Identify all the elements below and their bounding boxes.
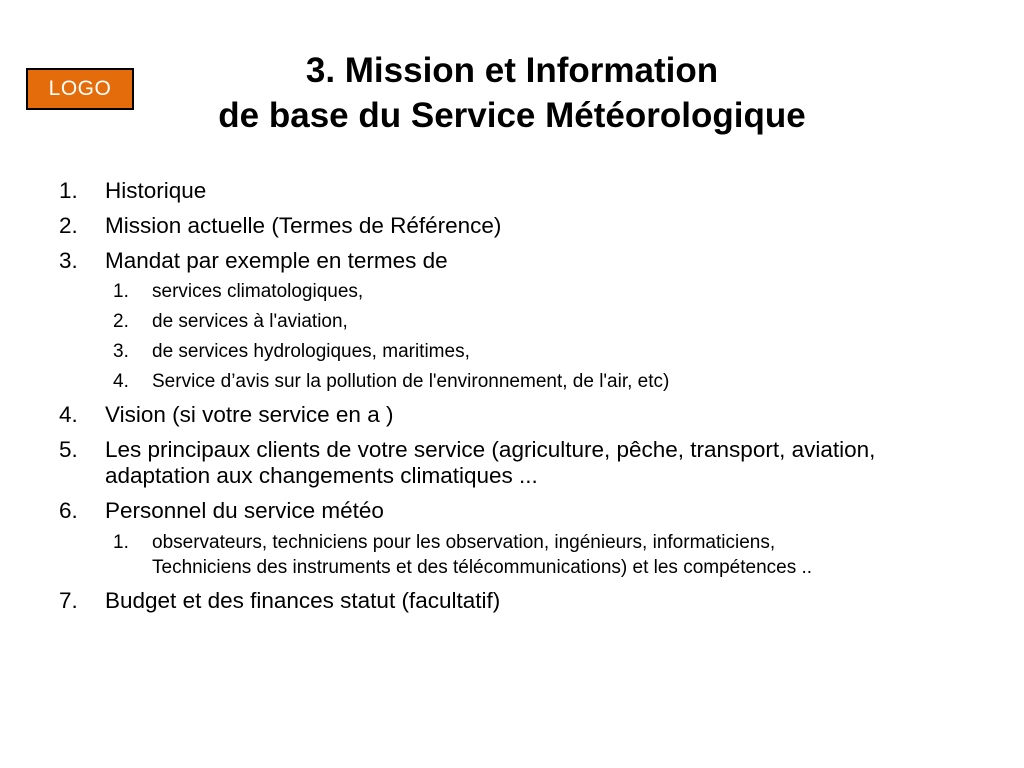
list-number: 3.	[59, 248, 78, 273]
list-item-5	[0, 437, 1024, 489]
logo-placeholder	[26, 68, 134, 110]
sub-item-text: services climatologiques,	[152, 281, 364, 302]
list-number: 5.	[59, 437, 78, 462]
sub-item-text: Service d’avis sur la pollution de l'environnement, de l'air, etc)	[152, 371, 670, 392]
sub-item-3-4	[0, 370, 1024, 394]
list-item-text: Vision (si votre service en a )	[105, 402, 394, 427]
list-item-text: Mission actuelle (Termes de Référence)	[105, 213, 502, 238]
sub-item-text: observateurs, techniciens pour les observation, ingénieurs, informaticiens, Techniciens des instruments et des télécommunications) et les compétences ..	[152, 532, 813, 578]
list-number: 2.	[59, 213, 78, 238]
sub-number: 2.	[113, 311, 129, 332]
logo-label: LOGO	[48, 77, 112, 100]
sub-item-3-2	[0, 310, 1024, 334]
sub-item-text: de services à l'aviation,	[152, 311, 348, 332]
list-number: 1.	[59, 178, 78, 203]
list-item-1	[0, 178, 1024, 204]
list-number: 6.	[59, 498, 78, 523]
sub-number: 1.	[113, 532, 129, 553]
sub-item-text: de services hydrologiques, maritimes,	[152, 341, 470, 362]
list-number: 4.	[59, 402, 78, 427]
slide-title	[150, 48, 874, 138]
bullet-list	[0, 178, 1024, 623]
list-item-2	[0, 213, 1024, 239]
list-item-text: Mandat par exemple en termes de	[105, 248, 448, 273]
title-line-2: de base du Service Météorologique	[218, 96, 806, 135]
sub-item-6-1	[0, 530, 1024, 580]
title-line-1: 3. Mission et Information	[305, 51, 719, 90]
list-number: 7.	[59, 588, 78, 613]
list-item-text: Les principaux clients de votre service (agriculture, pêche, transport, aviation, adaptation aux changements climatiques ...	[105, 437, 876, 488]
list-item-text: Historique	[105, 178, 207, 203]
list-item-3	[0, 248, 1024, 274]
sub-item-3-1	[0, 280, 1024, 304]
list-item-6	[0, 498, 1024, 524]
sub-number: 3.	[113, 341, 129, 362]
list-item-text: Budget et des finances statut (facultatif)	[105, 588, 501, 613]
sub-number: 1.	[113, 281, 129, 302]
list-item-text: Personnel du service météo	[105, 498, 384, 523]
list-item-4	[0, 402, 1024, 428]
list-item-7	[0, 588, 1024, 614]
sub-item-3-3	[0, 340, 1024, 364]
sub-number: 4.	[113, 371, 129, 392]
